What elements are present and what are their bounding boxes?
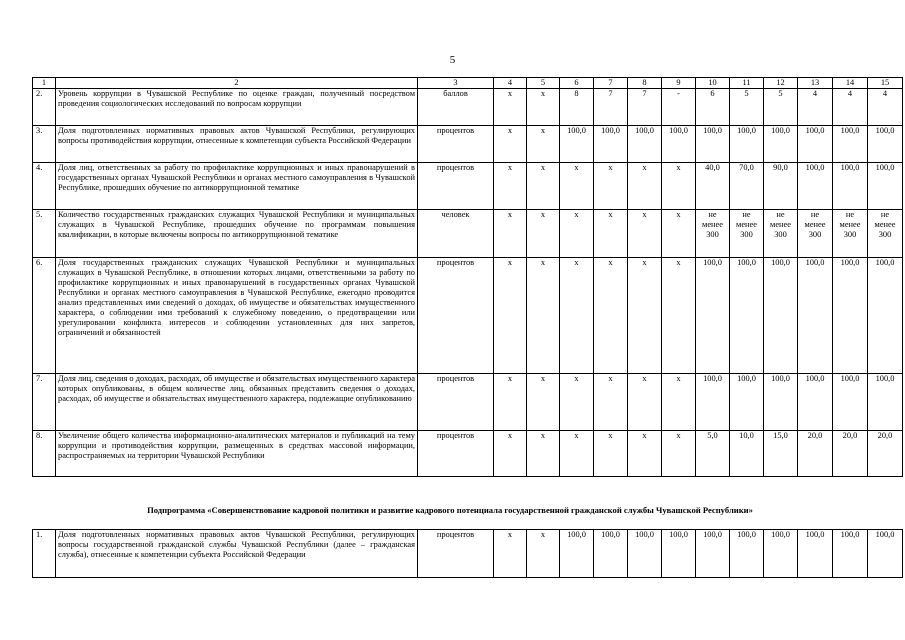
- value-cell: х: [527, 89, 560, 126]
- value-cell: х: [594, 374, 628, 431]
- header-cell: 14: [833, 78, 868, 89]
- value-cell: 100,0: [560, 530, 594, 578]
- page-number: 5: [449, 54, 456, 66]
- value-cell: 100,0: [764, 530, 798, 578]
- table-row: [33, 431, 903, 477]
- value-cell: 100,0: [628, 126, 662, 163]
- value-cell: 4: [833, 89, 868, 126]
- table-row: [33, 89, 903, 126]
- value-cell: 100,0: [594, 126, 628, 163]
- value-cell: 6: [696, 89, 730, 126]
- value-cell: 100,0: [868, 258, 903, 374]
- unit-cell: процентов: [418, 258, 494, 374]
- row-number-cell: 6.: [33, 258, 56, 374]
- value-cell: х: [527, 530, 560, 578]
- row-number-cell: 5.: [33, 210, 56, 258]
- value-cell: х: [527, 210, 560, 258]
- value-cell: х: [494, 89, 527, 126]
- header-cell: 12: [764, 78, 798, 89]
- header-cell: 13: [798, 78, 833, 89]
- value-cell: 100,0: [833, 530, 868, 578]
- value-cell: х: [560, 163, 594, 210]
- value-cell: х: [628, 163, 662, 210]
- table-row: [33, 530, 903, 578]
- value-cell: 5: [730, 89, 764, 126]
- value-cell: х: [560, 374, 594, 431]
- table-row: [33, 163, 903, 210]
- header-cell: 10: [696, 78, 730, 89]
- value-cell: 100,0: [868, 530, 903, 578]
- value-cell: 40,0: [696, 163, 730, 210]
- value-cell: 100,0: [868, 163, 903, 210]
- value-cell: х: [662, 374, 696, 431]
- value-cell: 7: [628, 89, 662, 126]
- value-cell: х: [560, 431, 594, 477]
- value-cell: 100,0: [696, 530, 730, 578]
- header-cell: 9: [662, 78, 696, 89]
- header-cell: 7: [594, 78, 628, 89]
- header-cell: 5: [527, 78, 560, 89]
- value-cell: х: [494, 374, 527, 431]
- value-cell: х: [594, 163, 628, 210]
- header-cell: 15: [868, 78, 903, 89]
- value-cell: х: [594, 431, 628, 477]
- indicator-name-cell: Доля лиц, ответственных за работу по профилактике коррупционных и иных правонарушений в государственных органах Чувашской Республики и органах местного самоуправления в Чувашской Республике, прошедших обучение по антикоррупционной тематике: [56, 163, 418, 210]
- value-cell: 100,0: [662, 126, 696, 163]
- row-number-cell: 3.: [33, 126, 56, 163]
- value-cell: 4: [798, 89, 833, 126]
- value-cell: 100,0: [798, 530, 833, 578]
- value-cell: 4: [868, 89, 903, 126]
- value-cell: 100,0: [798, 374, 833, 431]
- row-number-cell: 8.: [33, 431, 56, 477]
- value-cell: х: [494, 163, 527, 210]
- row-number-cell: 7.: [33, 374, 56, 431]
- table-row: [33, 374, 903, 431]
- value-cell: 100,0: [696, 374, 730, 431]
- value-cell: х: [662, 258, 696, 374]
- value-cell: х: [594, 210, 628, 258]
- value-cell: х: [527, 126, 560, 163]
- value-cell: х: [628, 258, 662, 374]
- value-cell: 70,0: [730, 163, 764, 210]
- value-cell: не менее 300: [764, 210, 798, 258]
- value-cell: 100,0: [764, 126, 798, 163]
- value-cell: х: [662, 431, 696, 477]
- indicators-table: [32, 77, 903, 477]
- value-cell: 7: [594, 89, 628, 126]
- value-cell: 100,0: [730, 374, 764, 431]
- value-cell: 90,0: [764, 163, 798, 210]
- value-cell: 100,0: [833, 258, 868, 374]
- value-cell: 100,0: [696, 258, 730, 374]
- unit-cell: человек: [418, 210, 494, 258]
- value-cell: 100,0: [868, 126, 903, 163]
- value-cell: х: [494, 258, 527, 374]
- header-cell: 6: [560, 78, 594, 89]
- value-cell: х: [494, 530, 527, 578]
- unit-cell: процентов: [418, 530, 494, 578]
- value-cell: 100,0: [730, 126, 764, 163]
- table-row: [33, 258, 903, 374]
- value-cell: 100,0: [628, 530, 662, 578]
- value-cell: не менее 300: [696, 210, 730, 258]
- value-cell: х: [628, 431, 662, 477]
- value-cell: х: [527, 258, 560, 374]
- value-cell: х: [594, 258, 628, 374]
- value-cell: х: [662, 210, 696, 258]
- row-number-cell: 2.: [33, 89, 56, 126]
- unit-cell: процентов: [418, 431, 494, 477]
- header-cell: 2: [56, 78, 418, 89]
- value-cell: 100,0: [798, 258, 833, 374]
- indicator-name-cell: Доля государственных гражданских служащих Чувашской Республики и муниципальных служащих в Чувашской Республике, в отношении которых лицами, ответственными за работу по профилактике коррупционных и иных правонарушений в государственных органах Чувашской Республики и органах местного самоуправления в Чувашской Республике, ежегодно проводится анализ представленных ими сведений о доходах, об имуществе и обязательствах имущественного характера, о соблюдении ими требований к служебному поведению, о предотвращении или урегулировании конфликта интересов и соблюдении установленных для них запретов, ограничений и обязанностей: [56, 258, 418, 374]
- value-cell: х: [662, 163, 696, 210]
- value-cell: 100,0: [833, 163, 868, 210]
- table-header-row: [33, 78, 903, 89]
- header-cell: 8: [628, 78, 662, 89]
- value-cell: 20,0: [798, 431, 833, 477]
- header-cell: 1: [33, 78, 56, 89]
- value-cell: 100,0: [764, 258, 798, 374]
- value-cell: х: [560, 210, 594, 258]
- value-cell: 100,0: [730, 258, 764, 374]
- value-cell: 100,0: [730, 530, 764, 578]
- indicator-name-cell: Уровень коррупции в Чувашской Республике по оценке граждан, полученный посредством проведения социологических исследований по вопросам коррупции: [56, 89, 418, 126]
- value-cell: 100,0: [594, 530, 628, 578]
- indicator-name-cell: Количество государственных гражданских служащих Чувашской Республики и муниципальных служащих в Чувашской Республике, прошедших обучение по программам повышения квалификации, в которые включены вопросы по антикоррупционной тематике: [56, 210, 418, 258]
- value-cell: х: [527, 431, 560, 477]
- header-cell: 4: [494, 78, 527, 89]
- value-cell: 20,0: [868, 431, 903, 477]
- unit-cell: баллов: [418, 89, 494, 126]
- indicator-name-cell: Доля лиц, сведения о доходах, расходах, об имуществе и обязательствах имущественного характера которых опубликованы, в общем количестве лиц, обязанных представить сведения о доходах, расходах, об имуществе и обязательствах имущественного характера, подлежащие опубликованию: [56, 374, 418, 431]
- value-cell: х: [527, 374, 560, 431]
- value-cell: х: [494, 431, 527, 477]
- table-row: [33, 126, 903, 163]
- value-cell: 100,0: [798, 126, 833, 163]
- value-cell: 20,0: [833, 431, 868, 477]
- indicator-name-cell: Доля подготовленных нормативных правовых актов Чувашской Республики, регулирующих вопросы противодействия коррупции, отнесенные к компетенции субъекта Российской Федерации: [56, 126, 418, 163]
- value-cell: 8: [560, 89, 594, 126]
- subprogram-title: Подпрограмма «Совершенствование кадровой политики и развитие кадрового потенциала государственной гражданской службы Чувашской Республики»: [147, 505, 753, 515]
- value-cell: х: [628, 210, 662, 258]
- value-cell: не менее 300: [798, 210, 833, 258]
- value-cell: 100,0: [868, 374, 903, 431]
- subprogram-indicators-table: [32, 529, 903, 578]
- indicator-name-cell: Доля подготовленных нормативных правовых актов Чувашской Республики, регулирующих вопросы государственной гражданской службы Чувашской Республики (далее – гражданская служба), отнесенные к компетенции субъекта Российской Федерации: [56, 530, 418, 578]
- row-number-cell: 4.: [33, 163, 56, 210]
- value-cell: 5,0: [696, 431, 730, 477]
- value-cell: не менее 300: [730, 210, 764, 258]
- value-cell: х: [494, 126, 527, 163]
- value-cell: 100,0: [798, 163, 833, 210]
- value-cell: не менее 300: [833, 210, 868, 258]
- table-row: [33, 210, 903, 258]
- value-cell: х: [527, 163, 560, 210]
- value-cell: 100,0: [560, 126, 594, 163]
- header-cell: 11: [730, 78, 764, 89]
- value-cell: 100,0: [764, 374, 798, 431]
- value-cell: 5: [764, 89, 798, 126]
- value-cell: не менее 300: [868, 210, 903, 258]
- value-cell: 100,0: [662, 530, 696, 578]
- value-cell: х: [560, 258, 594, 374]
- value-cell: 100,0: [696, 126, 730, 163]
- unit-cell: процентов: [418, 126, 494, 163]
- value-cell: 100,0: [833, 126, 868, 163]
- value-cell: х: [494, 210, 527, 258]
- row-number-cell: 1.: [33, 530, 56, 578]
- value-cell: 15,0: [764, 431, 798, 477]
- value-cell: 10,0: [730, 431, 764, 477]
- indicator-name-cell: Увеличение общего количества информационно-аналитических материалов и публикаций на тему коррупции и противодействия коррупции, размещенных в средствах массовой информации, распространяемых на территории Чувашской Республики: [56, 431, 418, 477]
- unit-cell: процентов: [418, 163, 494, 210]
- value-cell: х: [628, 374, 662, 431]
- header-cell: 3: [418, 78, 494, 89]
- unit-cell: процентов: [418, 374, 494, 431]
- value-cell: 100,0: [833, 374, 868, 431]
- value-cell: -: [662, 89, 696, 126]
